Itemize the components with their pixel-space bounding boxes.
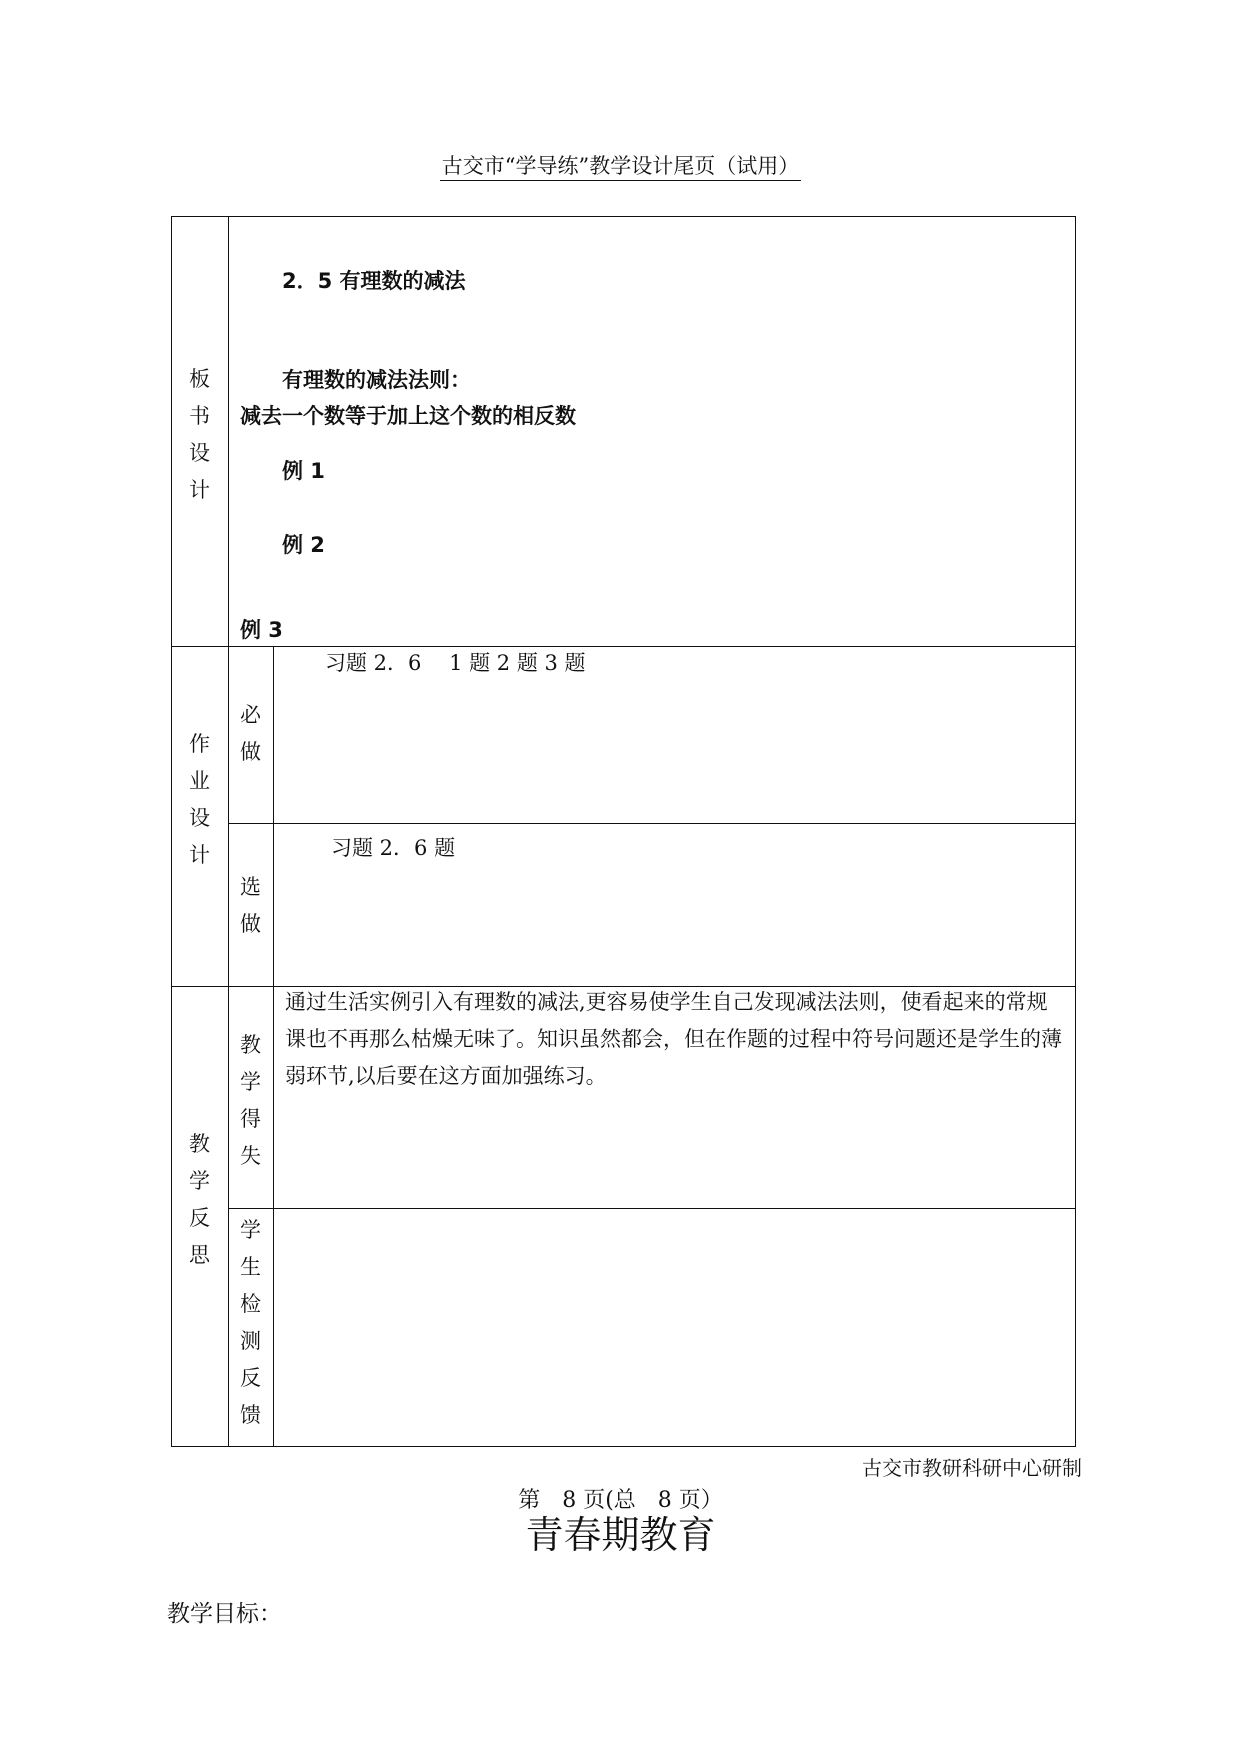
gains-label: 教 学 得 失	[240, 1033, 261, 1168]
feedback-label: 学 生 检 测 反 馈	[240, 1218, 261, 1427]
page-number: 第 8 页(总 8 页）	[518, 1488, 723, 1513]
required-label: 必 做	[240, 703, 261, 764]
section-title: 青春期教育	[525, 1513, 716, 1557]
row-divider-gains	[228, 1208, 1076, 1209]
reflection-label: 教 学 反 思	[189, 1132, 210, 1267]
rule-heading: 有理数的减法法则：	[282, 368, 471, 392]
lesson-title: 2．5 有理数的减法	[282, 269, 466, 293]
example-2: 例 2	[282, 533, 325, 557]
gains-content: 通过生活实例引入有理数的减法,更容易使学生自己发现减法法则，使看起来的常规课也不再那么枯燥无味了。知识虽然都会，但在作题的过程中符号问题还是学生的薄弱环节,以后要在这方面加强练习。	[285, 990, 1062, 1088]
required-content: 习题 2．6 1 题 2 题 3 题	[325, 651, 586, 675]
homework-label: 作 业 设 计	[189, 732, 210, 867]
table-divider-col2	[273, 646, 274, 1447]
table-border-right	[1075, 216, 1076, 1447]
page-title: 古交市“学导练”教学设计尾页（试用）	[0, 153, 1241, 179]
board-label: 板 书 设 计	[189, 367, 210, 502]
example-3: 例 3	[240, 618, 283, 642]
table-border-top	[171, 216, 1076, 217]
footer-org: 古交市教研科研中心研制	[862, 1456, 1082, 1480]
row-divider-board	[171, 646, 1076, 647]
objectives-label: 教学目标：	[167, 1601, 282, 1627]
example-1: 例 1	[282, 459, 325, 483]
optional-label: 选 做	[240, 875, 261, 936]
table-border-bottom	[171, 1446, 1076, 1447]
optional-content: 习题 2．6 题	[331, 836, 456, 860]
row-divider-required	[228, 823, 1076, 824]
rule-text: 减去一个数等于加上这个数的相反数	[240, 404, 576, 428]
